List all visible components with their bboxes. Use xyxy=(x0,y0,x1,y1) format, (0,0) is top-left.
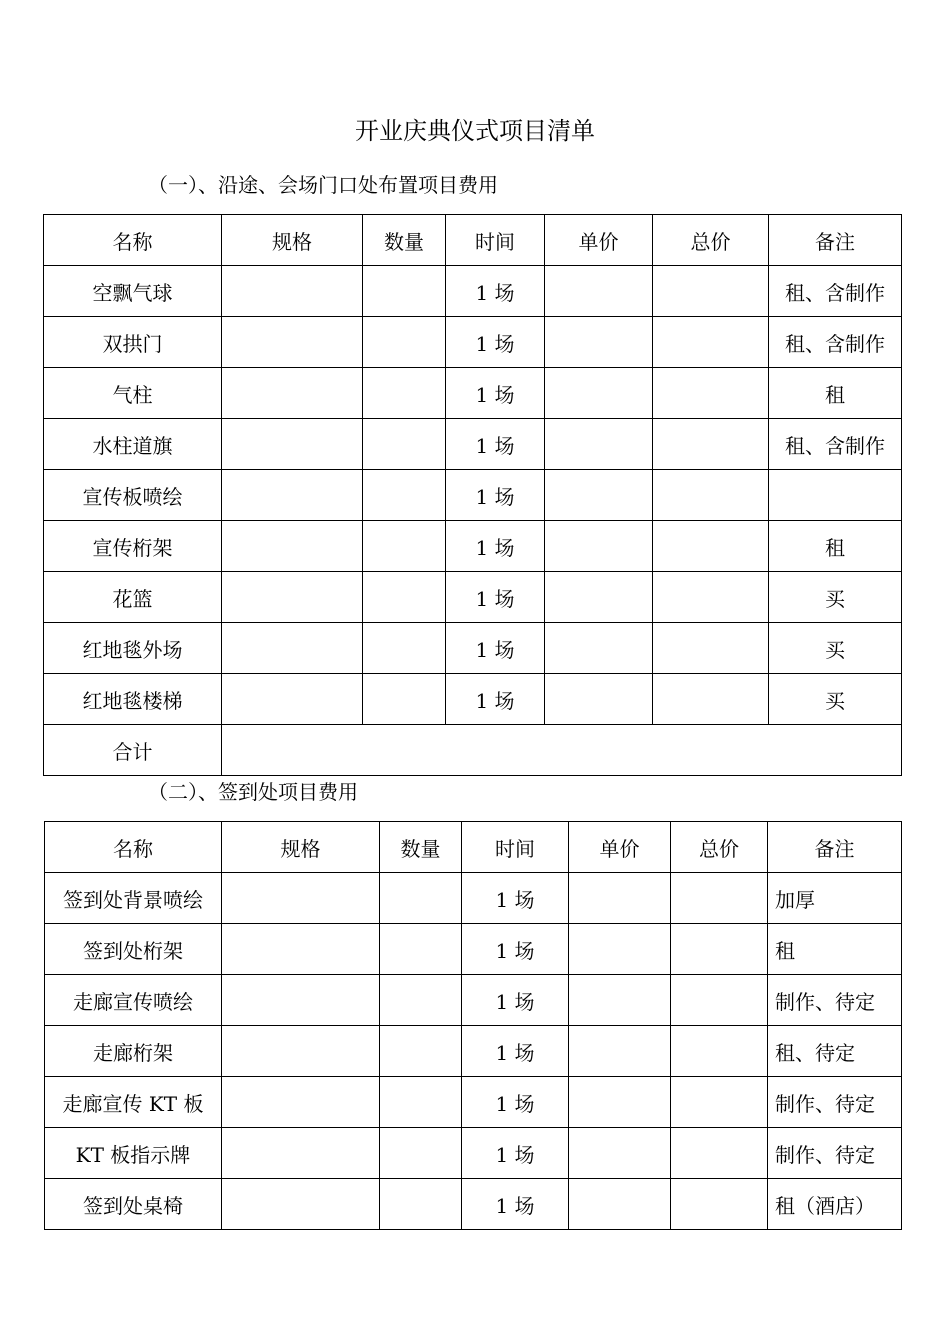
cell-unit-price xyxy=(569,975,671,1026)
cell-note: 买 xyxy=(769,623,902,674)
cell-total xyxy=(653,317,769,368)
cell-time: 1 场 xyxy=(446,572,545,623)
cell-name: 空飘气球 xyxy=(44,266,222,317)
cell-note: 租 xyxy=(769,368,902,419)
cell-total xyxy=(671,975,768,1026)
cell-unit-price xyxy=(545,266,653,317)
cell-spec xyxy=(222,368,363,419)
cell-name: 双拱门 xyxy=(44,317,222,368)
table-row xyxy=(45,873,902,924)
cell-qty xyxy=(380,1077,462,1128)
cell-unit-price xyxy=(569,1128,671,1179)
section-2-heading: （二）、签到处项目费用 xyxy=(148,780,358,804)
cell-qty xyxy=(380,1179,462,1230)
cell-qty xyxy=(363,572,446,623)
cell-note: 买 xyxy=(769,674,902,725)
cell-note: 租、含制作 xyxy=(769,317,902,368)
cell-total xyxy=(653,419,769,470)
table-row xyxy=(45,924,902,975)
table-row xyxy=(44,368,902,419)
cell-total xyxy=(653,521,769,572)
cell-unit-price xyxy=(569,1179,671,1230)
cell-name: 签到处背景喷绘 xyxy=(45,873,222,924)
cell-qty xyxy=(380,975,462,1026)
cell-name: KT 板指示牌 xyxy=(45,1128,222,1179)
cell-time: 1 场 xyxy=(446,317,545,368)
cell-spec xyxy=(222,975,380,1026)
cell-time: 1 场 xyxy=(462,975,569,1026)
cell-spec xyxy=(222,266,363,317)
cell-qty xyxy=(363,521,446,572)
table-header-row xyxy=(44,215,902,266)
cell-time: 1 场 xyxy=(446,521,545,572)
cell-unit-price xyxy=(569,1026,671,1077)
table-row xyxy=(44,317,902,368)
header-cell-unit-price: 单价 xyxy=(545,215,653,266)
cell-spec xyxy=(222,317,363,368)
cell-note: 加厚 xyxy=(768,873,902,924)
cell-spec xyxy=(222,419,363,470)
cell-unit-price xyxy=(569,1077,671,1128)
cell-note xyxy=(769,470,902,521)
header-cell-time: 时间 xyxy=(446,215,545,266)
header-cell-total: 总价 xyxy=(671,822,768,873)
cell-unit-price xyxy=(569,873,671,924)
cell-note: 租、待定 xyxy=(768,1026,902,1077)
cell-total xyxy=(671,1128,768,1179)
table-row xyxy=(45,1026,902,1077)
cell-spec xyxy=(222,1179,380,1230)
cell-qty xyxy=(380,873,462,924)
cell-total xyxy=(653,368,769,419)
cell-time: 1 场 xyxy=(446,266,545,317)
cell-time: 1 场 xyxy=(446,419,545,470)
table-row xyxy=(45,1128,902,1179)
cell-unit-price xyxy=(545,521,653,572)
table-row xyxy=(44,470,902,521)
cell-unit-price xyxy=(545,623,653,674)
table-row xyxy=(44,674,902,725)
cell-name: 签到处桁架 xyxy=(45,924,222,975)
cell-name: 宣传板喷绘 xyxy=(44,470,222,521)
cell-qty xyxy=(363,470,446,521)
document-title: 开业庆典仪式项目清单 xyxy=(355,117,595,145)
header-cell-qty: 数量 xyxy=(380,822,462,873)
cell-name: 走廊桁架 xyxy=(45,1026,222,1077)
cell-note: 制作、待定 xyxy=(768,1128,902,1179)
cell-total xyxy=(653,470,769,521)
cell-spec xyxy=(222,1077,380,1128)
cell-qty xyxy=(380,924,462,975)
section-1-heading: （一）、沿途、会场门口处布置项目费用 xyxy=(148,173,498,197)
total-row xyxy=(44,725,902,776)
cell-unit-price xyxy=(545,572,653,623)
cell-qty xyxy=(363,368,446,419)
table-row xyxy=(45,1179,902,1230)
table-header-row xyxy=(45,822,902,873)
cell-name: 花篮 xyxy=(44,572,222,623)
cell-note: 租 xyxy=(769,521,902,572)
cell-unit-price xyxy=(569,924,671,975)
cell-qty xyxy=(363,419,446,470)
cell-note: 买 xyxy=(769,572,902,623)
header-cell-name: 名称 xyxy=(44,215,222,266)
cell-qty xyxy=(363,317,446,368)
cell-spec xyxy=(222,470,363,521)
cell-unit-price xyxy=(545,368,653,419)
cell-unit-price xyxy=(545,470,653,521)
cell-unit-price xyxy=(545,674,653,725)
table-row xyxy=(45,1077,902,1128)
header-cell-note: 备注 xyxy=(768,822,902,873)
cell-name: 红地毯外场 xyxy=(44,623,222,674)
header-cell-note: 备注 xyxy=(769,215,902,266)
section-2-table xyxy=(44,821,902,1230)
header-cell-spec: 规格 xyxy=(222,822,380,873)
cell-spec xyxy=(222,873,380,924)
cell-name: 签到处桌椅 xyxy=(45,1179,222,1230)
cell-note: 租、含制作 xyxy=(769,419,902,470)
cell-total xyxy=(671,1026,768,1077)
header-cell-spec: 规格 xyxy=(222,215,363,266)
cell-time: 1 场 xyxy=(462,1179,569,1230)
section-1-table xyxy=(43,214,902,776)
cell-time: 1 场 xyxy=(462,1026,569,1077)
header-cell-time: 时间 xyxy=(462,822,569,873)
cell-name: 气柱 xyxy=(44,368,222,419)
cell-qty xyxy=(363,623,446,674)
cell-name: 走廊宣传 KT 板 xyxy=(45,1077,222,1128)
cell-qty xyxy=(363,266,446,317)
cell-time: 1 场 xyxy=(462,1077,569,1128)
cell-qty xyxy=(380,1128,462,1179)
cell-time: 1 场 xyxy=(446,623,545,674)
cell-total xyxy=(671,873,768,924)
cell-name: 水柱道旗 xyxy=(44,419,222,470)
cell-time: 1 场 xyxy=(446,368,545,419)
cell-name: 宣传桁架 xyxy=(44,521,222,572)
total-value xyxy=(222,725,902,776)
cell-name: 红地毯楼梯 xyxy=(44,674,222,725)
cell-spec xyxy=(222,674,363,725)
cell-total xyxy=(671,1077,768,1128)
table-row xyxy=(44,623,902,674)
cell-time: 1 场 xyxy=(462,873,569,924)
table-row xyxy=(44,419,902,470)
cell-note: 租、含制作 xyxy=(769,266,902,317)
cell-total xyxy=(653,674,769,725)
cell-time: 1 场 xyxy=(462,1128,569,1179)
cell-spec xyxy=(222,623,363,674)
table-row xyxy=(45,975,902,1026)
table-row xyxy=(44,521,902,572)
cell-note: 制作、待定 xyxy=(768,1077,902,1128)
cell-qty xyxy=(363,674,446,725)
cell-spec xyxy=(222,924,380,975)
cell-total xyxy=(671,1179,768,1230)
cell-note: 租 xyxy=(768,924,902,975)
cell-unit-price xyxy=(545,419,653,470)
cell-note: 租（酒店） xyxy=(768,1179,902,1230)
cell-total xyxy=(653,623,769,674)
cell-total xyxy=(653,266,769,317)
cell-note: 制作、待定 xyxy=(768,975,902,1026)
cell-name: 走廊宣传喷绘 xyxy=(45,975,222,1026)
table-row xyxy=(44,266,902,317)
cell-total xyxy=(671,924,768,975)
cell-time: 1 场 xyxy=(446,470,545,521)
cell-time: 1 场 xyxy=(462,924,569,975)
cell-spec xyxy=(222,521,363,572)
cell-spec xyxy=(222,1128,380,1179)
cell-qty xyxy=(380,1026,462,1077)
cell-unit-price xyxy=(545,317,653,368)
total-label: 合计 xyxy=(44,725,222,776)
table-row xyxy=(44,572,902,623)
cell-total xyxy=(653,572,769,623)
header-cell-total: 总价 xyxy=(653,215,769,266)
header-cell-name: 名称 xyxy=(45,822,222,873)
cell-spec xyxy=(222,1026,380,1077)
header-cell-qty: 数量 xyxy=(363,215,446,266)
cell-time: 1 场 xyxy=(446,674,545,725)
header-cell-unit-price: 单价 xyxy=(569,822,671,873)
cell-spec xyxy=(222,572,363,623)
